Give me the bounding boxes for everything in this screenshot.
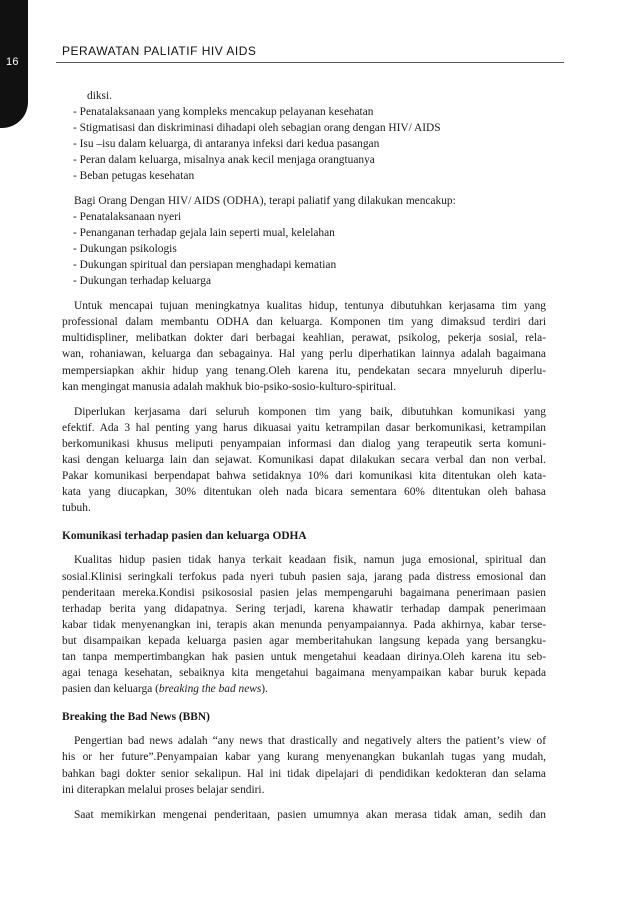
page-body [62,88,546,823]
list-item: - Peran dalam keluarga, misalnya anak kecil menjaga orangtuanya [73,154,375,167]
list-intro: Bagi Orang Dengan HIV/ AIDS (ODHA), terapi paliatif yang dilakukan mencakup: [74,194,456,207]
paragraph-line: Saat memikirkan mengenai penderitaan, pasien umumnya akan merasa tidak aman, sedih dan [74,808,546,821]
paragraph-line: but disampaikan kepada keluarga pasien agar memberitahukan langsung kepada yang bersangku- [62,634,546,647]
paragraph-line: Pakar komunikasi berpendapat bahwa setidaknya 10% dari komunikasi kita ditentukan oleh kata- [62,470,546,483]
paragraph-line: sosial.Klinisi seringkali terfokus pada nyeri tubuh pasien saja, jarang pada distress emosional dan [62,570,546,583]
list-item: - Stigmatisasi dan diskriminasi dihadapi oleh sebagian orang dengan HIV/ AIDS [73,122,441,135]
list-item: - Isu –isu dalam keluarga, di antaranya infeksi dari kedua pasangan [73,138,380,151]
list-continuation: diksi. [87,90,113,102]
paragraph-line: Kualitas hidup pasien tidak hanya terkait keadaan fisik, namun juga emosional, spiritual dan [74,554,546,567]
paragraph-line: kan mengingat manusia adalah makhuk bio-psiko-sosio-kulturo-spiritual. [62,380,397,393]
paragraph-line: efektif. Ada 3 hal penting yang harus dikuasai yaitu ketrampilan dasar berkomunikasi, ketrampilan [62,421,546,434]
paragraph-line: agai tenaga kesehatan, sebaiknya kita mengetahui bagaimana menyampaikan kabar buruk kepada [62,667,546,680]
list-item: - Penatalaksanaan nyeri [73,210,182,223]
paragraph-line: Untuk mencapai tujuan meningkatnya kualitas hidup, tentunya dibutuhkan kerjasama tim yang [74,300,546,313]
paragraph-line: terhadap berita yang didapatnya. Sering terjadi, karena khawatir terhadap dampak penerimaan [62,602,546,615]
page-number: 16 [6,56,19,68]
paragraph-line: multidispliner, melibatkan dokter dari berbagai keahlian, perawat, psikolog, pekerja sosial, rela- [62,332,546,345]
paragraph-line: tan tanpa mempertimbangkan hak pasien untuk mengetahui keadaan dirinya.Oleh karena itu seb- [62,651,546,663]
running-header-title: PERAWATAN PALIATIF HIV AIDS [62,44,257,58]
emphasis-text: breaking the bad news [158,683,262,696]
paragraph-line: tubuh. [62,502,91,515]
section-heading: Komunikasi terhadap pasien dan keluarga ODHA [62,530,307,543]
page-number-tab [0,0,28,128]
list-item: - Dukungan psikologis [73,242,177,255]
paragraph-line: pasien dan keluarga (breaking the bad news). [62,683,268,696]
paragraph-line: kasi dengan keluarga lain dan sejawat. Komunikasi dapat dilakukan secara verbal dan non verbal. [62,453,546,466]
paragraph-line: wan, rohaniawan, keluarga dan sebagainya. Hal yang perlu diperhatikan lainnya adalah bagaimana [62,348,546,361]
paragraph-line: kabar tidak menyenangkan ini, terapis akan menunda penyampaiannya. Pada akhirnya, kabar terse- [62,618,546,631]
list-item: - Dukungan terhadap keluarga [73,275,212,288]
paragraph-line: mempersiapkan akhir hidup yang tenang.Oleh karena itu, pendekatan secara mnyeluruh diperlu- [62,364,546,377]
header-divider [56,62,564,63]
paragraph-line: ini diterapkan melalui proses belajar sendiri. [62,783,265,796]
list-item: - Dukungan spiritual dan persiapan menghadapi kematian [73,258,337,271]
list-item: - Penanganan terhadap gejala lain seperti mual, kelelahan [73,226,335,239]
paragraph-line: penderitaan mereka.Kondisi psikososial pasien jelas mempengaruhi bagaimana penerimaan pasien [62,586,546,599]
list-item: - Penatalaksanaan yang kompleks mencakup pelayanan kesehatan [73,106,374,119]
paragraph-line: professional dalam membantu ODHA dan keluarga. Komponen tim yang dimaksud terdiri dari [62,316,546,329]
section-heading: Breaking the Bad News (BBN) [62,711,210,724]
list-item: - Beban petugas kesehatan [73,170,195,183]
paragraph-line: Pengertian bad news adalah “any news that drastically and negatively alters the patient’s view of [74,735,546,748]
paragraph-line: berkomunikasi khusus meliputi penyampaian informasi dan dialog yang terapeutik serta komuni- [62,437,546,450]
paragraph-line: kata yang diucapkan, 30% ditentukan oleh nada bicara sementara 60% ditentukan oleh bahasa [62,486,546,499]
paragraph-line: Diperlukan kerjasama dari seluruh komponen tim yang baik, dibutuhkan komunikasi yang [74,405,546,418]
paragraph-line: bahkan bagi dokter senior sekalipun. Hal ini tidak dipelajari di pendidikan kedokteran dan selama [62,767,546,780]
paragraph-line: his or her future”.Penyampaian kabar yang kurang menyenangkan bukanlah tugas yang mudah, [62,751,546,764]
